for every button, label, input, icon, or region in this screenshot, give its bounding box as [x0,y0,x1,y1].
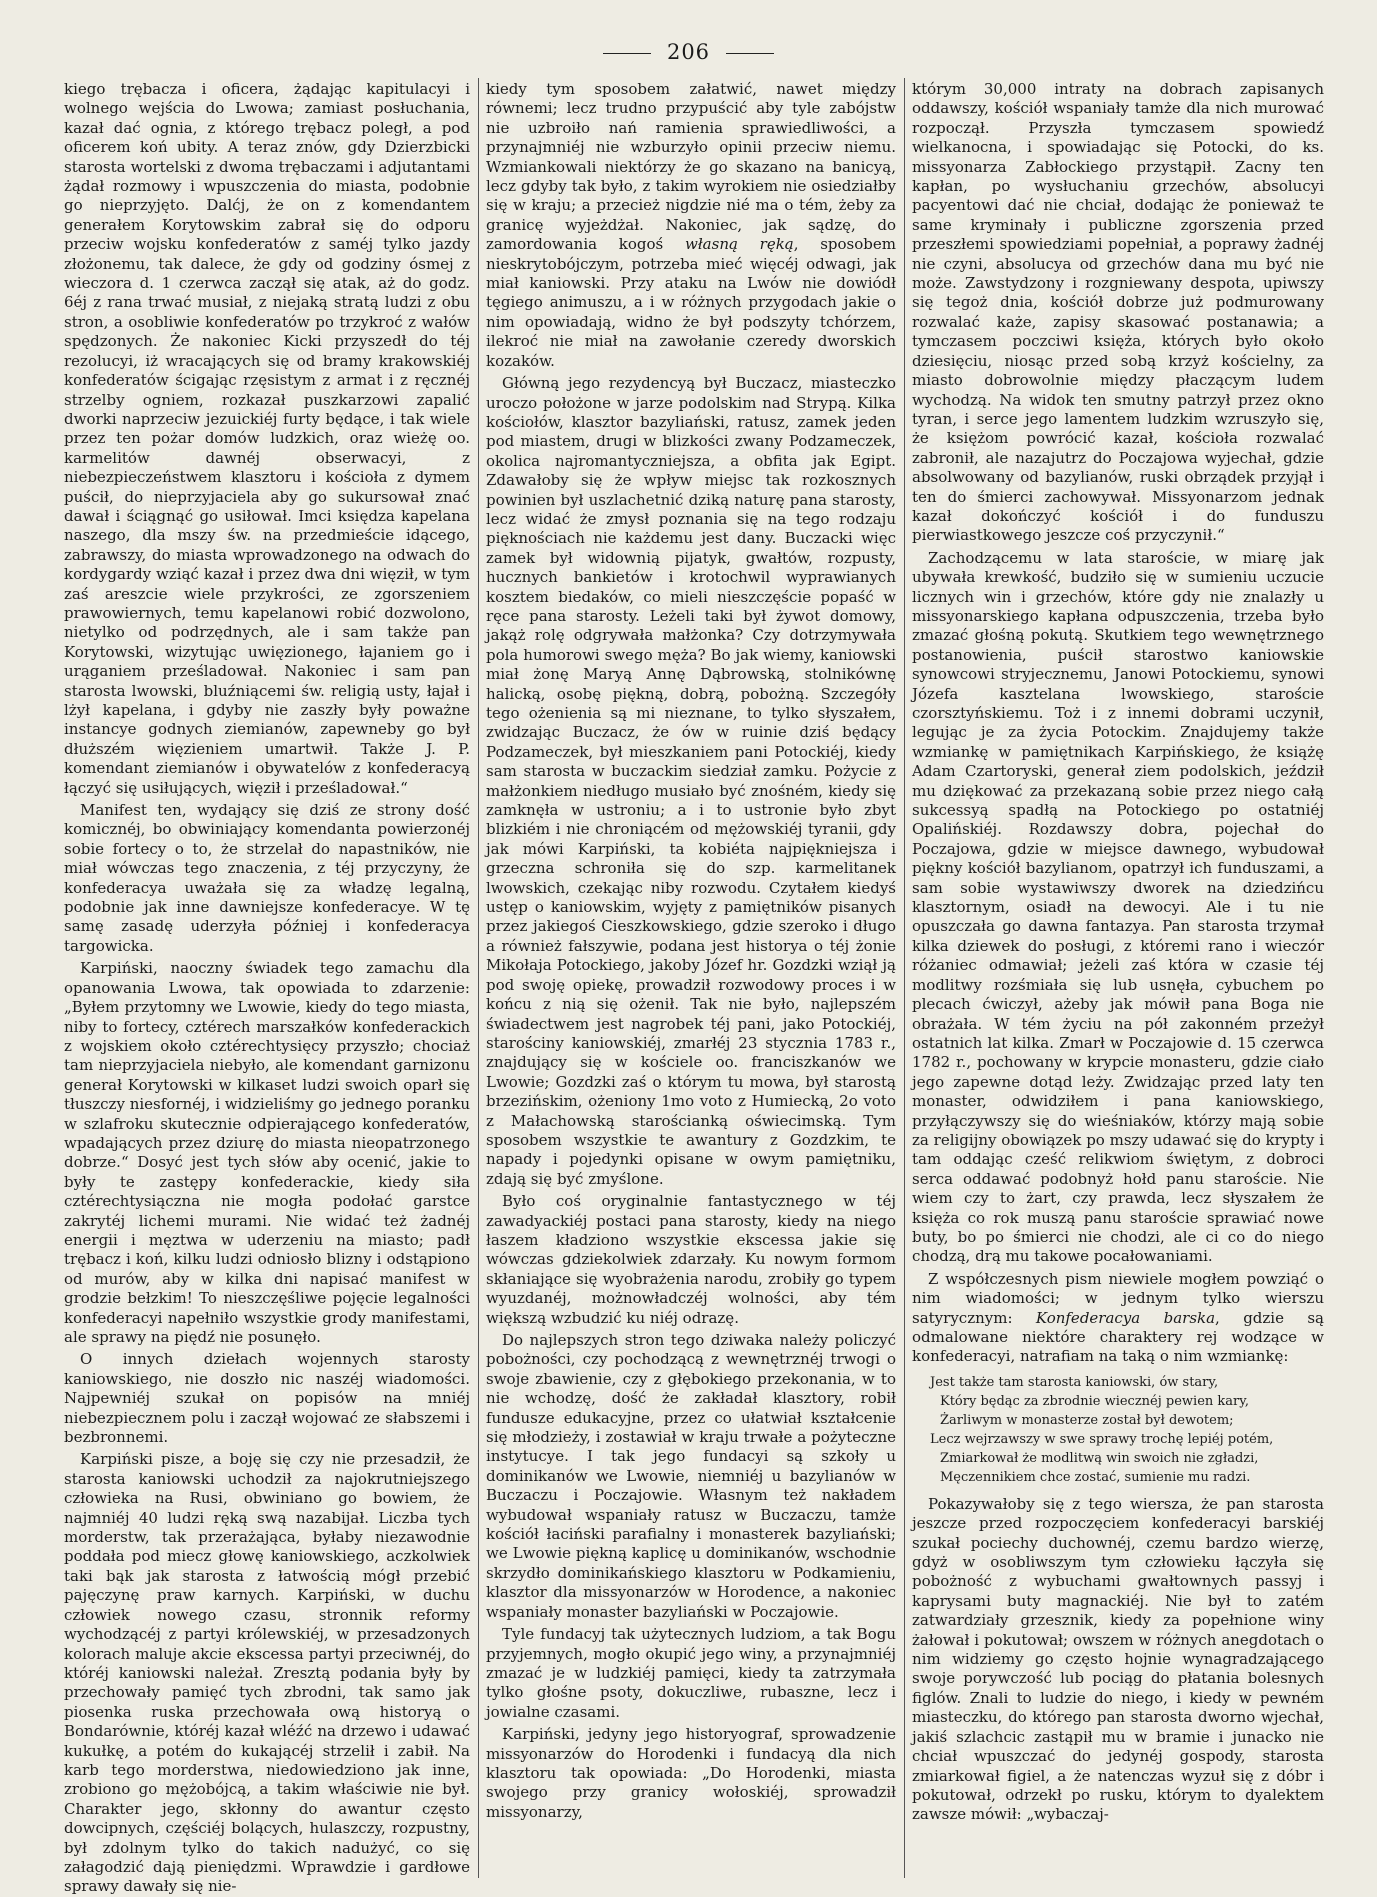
verse-quote [930,1373,1324,1487]
paragraph [912,1270,1324,1367]
verse-line: Żarliwym w monasterze został był dewotem; [940,1412,1234,1428]
poem-title: Konfederacya barska [1035,1308,1216,1327]
paragraph-text: kiedy tym sposobem załatwić, nawet między równemi; lecz trudno przypuścić aby tyle zabójstw nie uzbroiło nań ramienia sprawiedliwości, a przynajmniéj nie wzburzyło opinii przeciw niemu. Wzmiankowali niektórzy że go skazano na banicyą, lecz gdyby tak było, z takim wyrokiem nie osiedziałby się w kraju; a przecież nigdzie nié ma o tém, żeby za granicę wyjeżdżał. Nakoniec, jak sądzę, do zamordowania kogoś [486,80,896,254]
left-rule [603,53,651,54]
paragraph-text: , sposobem nieskrytobójczym, potrzeba mieć więcéj odwagi, jak miał kaniowski. Przy ataku na Lwów nie dowiódł tęgiego animuszu, a i w różnych przygodach jakie o nim opowiadają, widno że był podszyty tchórzem, ilekroć nie miał na zawołanie czeredy dworskich kozaków. [486,235,896,370]
paragraph: Do najlepszych stron tego dziwaka należy policzyć pobożności, czy pochodzącą z wewnętrznéj trwogi o swoje zbawienie, czy z głębokiego przekonania, w to nie wchodzę, dość że zakładał klasztory, robił fundusze edukacyjne, przez co ułatwiał kształcenie się młodzieży, i zostawiał w kraju trwałe a pożyteczne instytucye. I tak jego fundacyi są szkoły u dominikanów we Lwowie, niemniéj u bazylianów w Buczaczu i Poczajowie. Własnym też nakładem wybudował wspaniały ratusz w Buczaczu, tamże kościół łaciński parafialny i monasterek bazyliański; we Lwowie piękną kaplicę u dominikanów, wschodnie skrzydło dominikańskiego klasztoru w Podkamieniu, klasztor dla missyonarzów w Horodence, a nakoniec wspaniały monaster bazyliański w Poczajowie. [486,1331,896,1621]
paragraph: Karpiński pisze, a boję się czy nie przesadził, że starosta kaniowski uchodził za najokrutniejszego człowieka na Rusi, obwiniano go bowiem, że najmniéj 40 ludzi ręką swą nazabijał. Liczba tych morderstw, tak przerażająca, byłaby niezawodnie poddała pod miecz głowę kaniowskiego, aczkolwiek taki bąk jak starosta z łatwością mógł przebić pajęczynę praw karnych. Karpiński, w duchu człowiek nowego czasu, stronnik reformy wychodzącéj z partyi królewskiéj, w przesadzonych kolorach maluje akcie ekscessa partyi przeciwnéj, do któréj kaniowski należał. Zresztą podania były by przechowały pamięć tych zbrodni, tak samo jak piosenka ruska przechowała ową historyą o Bondarównie, któréj kazał wléźć na drzewo i udawać kukułkę, a potém do kukającéj strzelił i zabił. Na karb tego morderstwa, niedowiedziono jak inne, zrobiono go mężobójcą, a takim właściwie nie był. Charakter jego, skłonny do awantur często dowcipnych, częściéj bolących, hulaszczy, rozpustny, był zdolnym tylko do takich nadużyć, co się załagodzić dają pieniędzmi. Wprawdzie i gardłowe sprawy dawały się nie- [64,1450,470,1896]
paragraph-text: Z współczesnych pism niewiele mogłem powziąć o nim wiadomości; w jednym tylko wierszu satyrycznym: [912,1269,1324,1327]
verse-line: Jest także tam starosta kaniowski, ów stary, [930,1374,1219,1390]
page-number: 206 [666,40,711,64]
page-number-header [0,40,1377,64]
paragraph: Zachodzącemu w lata staroście, w miarę jak ubywała krewkość, budziło się w sumieniu uczucie licznych win i grzechów, które gdy nie znalazły u missyonarskiego kapłana odpuszczenia, trzeba było zmazać głośną pokutą. Skutkiem tego wewnętrznego postanowienia, puścił starostwo kaniowskie synowcowi stryjecznemu, Janowi Potockiemu, synowi Józefa kasztelana lwowskiego, staroście czorsztyńskiemu. Toż i z innemi dobrami uczynił, legując je za życia Potockim. Znajdujemy także wzmiankę w pamiętnikach Karpińskiego, że książę Adam Czartoryski, generał ziem podolskich, jeździł mu dziękować za przekazaną sobie przez niego całą sukcessyą spadłą na Potockiego po ostatniéj Opalińskiéj. Rozdawszy dobra, pojechał do Poczajowa, gdzie w miejsce dawnego, wybudował piękny kościół bazylianom, opatrzył ich funduszami, a sam sobie wystawiwszy dworek na dziedzińcu klasztornym, osiadł na dewocyi. Ale i tu nie opuszczała go dawna fantazya. Pan starosta trzymał kilka dziewek do posługi, z któremi rano i wieczór różaniec odmawiał; jeżeli zaś która w czasie téj modlitwy rozśmiała się lub usnęła, cybuchem po plecach ćwiczył, ażeby jak mówił pana Boga nie obrażała. W tém życiu na pół zakonném przeżył ostatnich lat kilka. Zmarł w Poczajowie d. 15 czerwca 1782 r., pochowany w krypcie monasteru, gdzie ciało jego zapewne dotąd leży. Zwidzając przed laty ten monaster, odwidziłem i pana kaniowskiego, przyłączywszy się do wieśniaków, którzy mają sobie za religijny obowiązek po mszy udawać się do krypty i tam oddając cześć relikwiom świętym, z dobroci serca oddawać podobnyż hołd panu staroście. Nie wiem czy to żart, czy prawda, lecz słyszałem że księża co rok muszą panu staroście sprawiać nowe buty, bo po śmierci nie chodzi, ale ci co do niego chodzą, drą mu takowe pocałowaniami. [912,548,1324,1266]
paragraph: kiego trębacza i oficera, żądając kapitulacyi i wolnego wejścia do Lwowa; zamiast posłuchania, kazał dać ognia, z którego trębacz poległ, a pod oficerem koń ubity. A teraz znów, gdy Dzierzbicki starosta wortelski z dwoma trębaczami i adjutantami żądał rozmowy i wpuszczenia do miasta, podobnie go nieprzyjęto. Dalćj, że on z komendantem generałem Korytowskim zabrał się do odporu przeciw wojsku konfederatów z saméj tylko jazdy złożonemu, tak dalece, że gdy od godziny ósmej z wieczora d. 1 czerwca zaczął się atak, aż do godz. 6éj z rana trwać musiał, z niejaką stratą ludzi z obu stron, a osobliwie konfederatów po trzykroć z wałów spędzonych. Że nakoniec Kicki przyszedł do téj rezolucyi, iż wracających się od bramy krakowskiéj konfederatów ścigając rzęsistym z armat i z ręcznéj strzelby ogniem, rozkazał puszkarzowi zapalić dworki naprzeciw jezuickiéj furty będące, i tak wiele przez ten pożar domów ludzkich, oraz wieżę oo. karmelitów dawnéj obserwacyi, z niebezpieczeństwem klasztoru i kościoła z dymem puścił, do nieprzyjaciela aby go sukursował znać dawał i ściągnąć go usiłował. Imci księdza kapelana naszego, dla mszy św. na przedmieście idącego, zabrawszy, do miasta wprowadzonego na odwach do kordygardy wziąć kazał i przez dwa dni więził, w tym zaś areszcie wiele przykrości, ze zgorszeniem prawowiernych, temu kapelanowi robić dozwolono, nietylko od podrzędnych, ale i sam także pan Korytowski, wizytując uwięzionego, łajaniem go i urąganiem prześladował. Nakoniec i sam pan starosta lwowski, bluźniącemi św. religią usty, łajał i lżył kapelana, i gdyby nie zaszły były poważne instancye godnych ziemianów, zapewneby go był dłuższém więzieniem umartwił. Także J. P. komendant ziemianów i obywatelów z konfederacyą łączyć się usiłujących, więził i prześladował.“ [64,80,470,797]
paragraph: Tyle fundacyj tak użytecznych ludziom, a tak Bogu przyjemnych, mogło okupić jego winy, a przynajmniéj zmazać je w ludzkiéj pamięci, kiedy ta zatrzymała tylko głośne psoty, dokuczliwe, rubaszne, lecz i jowialne czasami. [486,1625,896,1721]
paragraph: Główną jego rezydencyą był Buczacz, miasteczko uroczo położone w jarze podolskim nad Strypą. Kilka kościołów, klasztor bazyliański, ratusz, zamek jeden pod miastem, drugi w blizkości zwany Podzameczek, okolica najromantyczniejsza, a obfita jak Egipt. Zdawałoby się że wpływ miejsc tak rozkosznych powinien był uszlachetnić dziką naturę pana starosty, lecz widać że zmysł poznania się na tego rodzaju pięknościach nie każdemu jest dany. Buczacki więc zamek był widownią pijatyk, gwałtów, rozpusty, hucznych bankietów i krotochwil wyprawianych kosztem biedaków, co mieli nieszczęście popaść w ręce pana starosty. Leżeli taki był żywot domowy, jakąż rolę odgrywała małżonka? Czy dotrzymywała pola humorowi swego męża? Bo jak wiemy, kaniowski miał żonę Maryą Annę Dąbrowską, stolnikównę halicką, osobę piękną, dobrą, pobożną. Szczegóły tego ożenienia są mi nieznane, to tylko słyszałem, zwidzając Buczacz, że ów w ruinie dziś będący Podzameczek, był mieszkaniem pani Potockiéj, kiedy sam starosta w buczackim siedział zamku. Pożycie z małżonkiem niedługo musiało być znośném, kiedy się zamknęła w ustroniu; a i to ustronie było zbyt blizkiém i nie chroniącém od mężowskiéj tyranii, gdy jak mówi Karpiński, ta kobiéta najpiękniejsza i grzeczna schroniła się do szp. karmelitanek lwowskich, czekając niby rozwodu. Czytałem kiedyś ustęp o kaniowskim, wyjęty z pamiętników pisanych przez jakiegoś Cieszkowskiego, gdzie szeroko i długo a również fałszywie, podana jest historya o téj żonie Mikołaja Potockiego, jakoby Józef hr. Gozdzki wziął ją pod swoję opiekę, prowadził rozwodowy proces i w końcu z nią się ożenił. Tak nie było, najlepszém świadectwem jest nagrobek téj pani, jako Potockiéj, starościny kaniowskiéj, zmarłéj 23 stycznia 1783 r., znajdujący się w kościele oo. franciszkanów we Lwowie; Gozdzki zaś o którym tu mowa, był starostą brzezińskim, ożeniony 1mo voto z Humiecką, 2o voto z Małachowską starościanką oświecimską. Tym sposobem wszystkie te awantury z Gozdzkim, te napady i pojedynki opisane w owym pamiętniku, zdają się być zmyślone. [486,374,896,1188]
paragraph: którym 30,000 intraty na dobrach zapisanych oddawszy, kościół wspaniały tamże dla nich murować rozpoczął. Przyszła tymczasem spowiedź wielkanocna, i spowiadając się Potocki, do ks. missyonarza Zabłockiego przystąpił. Zacny ten kapłan, po wysłuchaniu grzechów, absolucyi pacyentowi dać nie chciał, dodając że ponieważ te same kryminały i publiczne zgorszenia przed przeszłemi spowiedziami popełniał, a poprawy żadnéj nie czyni, absolucya od grzechów dana mu być nie może. Zawstydzony i rozgniewany despotа, upiwszy się tegoż dnia, kościół dobrze już podmurowany rozwalać każe, zapisy skasować postanawia; a tymczasem poczciwi księża, których było około dziesięciu, niosąc przed sobą krzyż kościelny, za miasto dobrowolnie między płaczącym ludem wychodzą. Na widok ten smutny patrzył przez okno tyran, i serce jego lamentem ludzkim wzruszyło się, że księżom powrócić kazał, kościoła rozwalać zabronił, ale nazajutrz do Poczajowa wyjechał, gdzie absolwowany od bazylianów, ruski obrządek przyjął i ten do śmierci zachowywał. Missyonarzom jednak kazał dokończyć kościół i do funduszu pierwiastkowego jeszcze coś przyczynił.“ [912,80,1324,545]
paragraph: Było coś oryginalnie fantastycznego w téj zawadyackiéj postaci pana starosty, kiedy na niego łaszem kładziono wszystkie ekscessa jakie się wówczas gdziekolwiek zdarzały. Ku nowym formom skłaniające się wyobrażenia narodu, zrobiły go typem wyuzdanéj, możnowładczéj wolności, aby tém większą wzbudzić ku niéj odrazę. [486,1192,896,1327]
verse-line: Zmiarkował że modlitwą win swoich nie zgładzi, [940,1450,1259,1466]
column-1 [64,80,470,1896]
paragraph: Pokazywałoby się z tego wiersza, że pan starosta jeszcze przed rozpoczęciem konfederacyi barskiéj szukał pociechy duchownéj, czemu bardzo wierzę, gdyż w osobliwszym tym człowieku łączyła się pobożność z wybuchami gwałtownych passyj i kaprysami buty magnackiéj. Nie był to zatém zatwardziały grzesznik, kiedy za popełnione winy żałował i pokutował; owszem w różnych anegdotach o nim widziemy go często hojnie wynagradzającego swoje porywczość lub pociąg do płatania bolesnych figlów. Znali to ludzie do niego, i kiedy w pewném miasteczku, do którego pan starosta dworno wjechał, jakiś szlachcic zastąpił mu w bramie i junacko nie chciał wpuszczać do jedynéj gospody, starosta zmiarkował figiel, a że natenczas wyzuł się z dóbr i pokutował, odrzekł po rusku, którym to dyalektem zawsze mówił: „wybaczaj- [912,1494,1324,1824]
paragraph: Karpiński, jedyny jego historyograf, sprowadzenie missyonarzów do Horodenki i fundacyą dla nich klasztoru tak opowiada: „Do Horodenki, miasta swojego przy granicy wołoskiéj, sprowadził missyonarzy, [486,1725,896,1821]
verse-line: Lecz wejrzawszy w swe sprawy trochę lepiéj potém, [930,1431,1274,1447]
verse-line: Który będąc za zbrodnie wiecznéj pewien kary, [940,1393,1250,1409]
paragraph: Karpiński, naoczny świadek tego zamachu dla opanowania Lwowa, tak opowiada to zdarzenie: „Byłem przytomny we Lwowie, kiedy do tego miasta, niby to fortecy, cztérech marszałków konfederackich z wojskiem około cztérechtysięcy przyszło; chociaż tam nieprzyjaciela niebyło, ale komendant garnizonu generał Korytowski w kilkaset ludzi swoich oparł się tłuszczy niesfornéj, i widzieliśmy go jednego poranku w szlafroku skutecznie odpierającego konfederatów, wpadających przez dziurę do miasta nieopatrzonego dobrze.“ Dosyć jest tych słów aby ocenić, jakie to były te zastępy konfederackie, kiedy siła cztérechtysiączna nie mogła podołać garstce zakrytéj lichemi murami. Nie widać też żadnéj energii i męztwa w uderzeniu na miasto; padł trębacz i koń, kilku ludzi odniosło blizny i odstąpiono od murów, aby w kilka dni napisać manifest w grodzie bełzkim! To nieszczęśliwe pojęcie legalności konfederacyi napełniło wszystkie grody manifestami, ale sprawy na piędź nie posunęło. [64,959,470,1346]
paragraph [486,80,896,371]
column-divider-1 [478,78,479,1878]
paragraph: Manifest ten, wydający się dziś ze strony dość komicznéj, bo obwiniający komendanta powierzonéj sobie fortecy o to, że strzelał do napastników, nie miał wówczas tego znaczenia, z téj przyczyny, że konfederacya uważała się za władzę legalną, podobnie jak inne dawniejsze konfederacye. W tę samę zasadę uderzyła później i konfederacya targowicka. [64,801,470,955]
italic-phrase: własną ręką [684,235,794,254]
paragraph-text: , gdzie są odmalowane niektóre charaktery rej wodzące w konfederacyi, natrafiam na taką o nim wzmiankę: [912,1308,1324,1366]
column-2 [486,80,896,1880]
right-rule [726,53,774,54]
column-3 [912,80,1324,1880]
verse-line: Męczennikiem chce zostać, sumienie mu radzi. [940,1469,1251,1485]
paragraph: O innych dziełach wojennych starosty kaniowskiego, nie doszło nic naszéj wiadomości. Najpewniéj szukał on popisów na mniéj niebezpiecznem polu i zaczął wojować ze słabszemi i bezbronnemi. [64,1350,470,1447]
column-divider-2 [904,78,905,1878]
